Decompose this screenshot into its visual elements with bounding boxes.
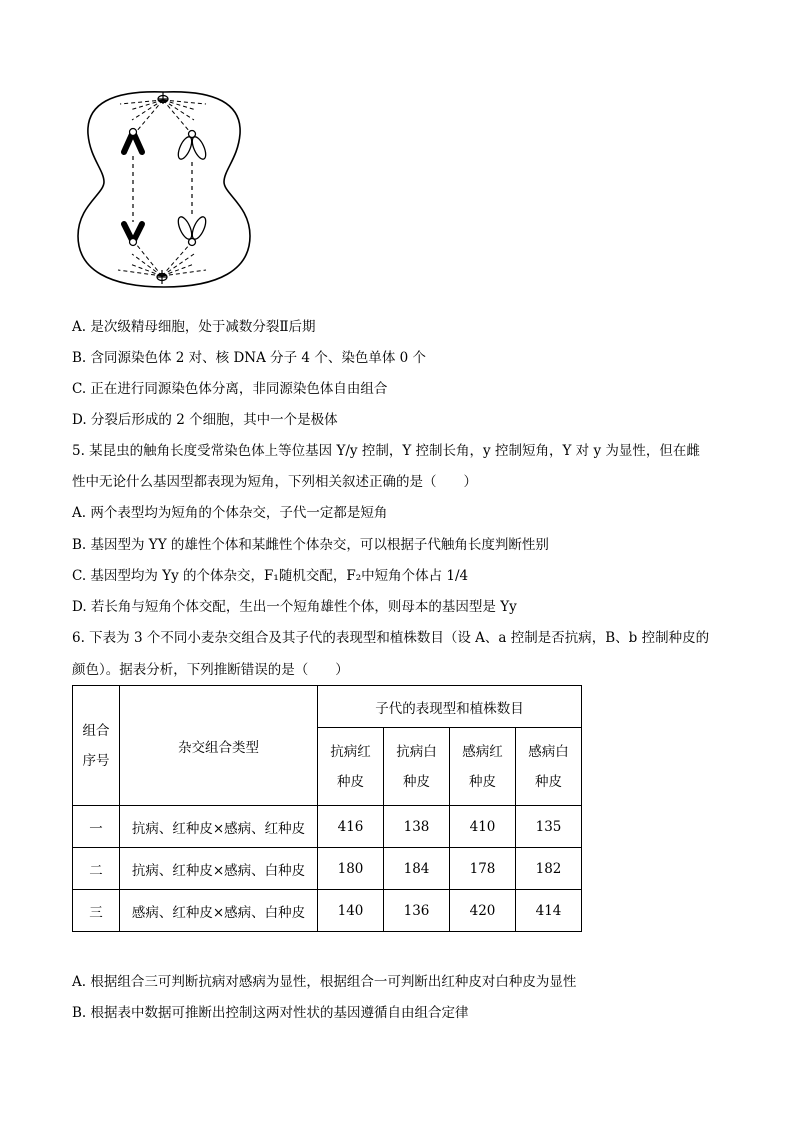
row-value: 180 — [318, 848, 384, 890]
header-offspring: 子代的表现型和植株数目 — [318, 686, 582, 728]
row-value: 178 — [450, 848, 516, 890]
header-resistant-white: 抗病白 种皮 — [384, 728, 450, 806]
q4-option-b: B. 含同源染色体 2 对、核 DNA 分子 4 个、染色单体 0 个 — [72, 350, 426, 366]
row-value: 416 — [318, 806, 384, 848]
header-cross-type: 杂交组合类型 — [120, 686, 318, 806]
row-id: 三 — [73, 890, 120, 932]
row-cross: 抗病、红种皮×感病、白种皮 — [120, 848, 318, 890]
row-value: 414 — [516, 890, 582, 932]
q6-stem-line1: 6. 下表为 3 个不同小麦杂交组合及其子代的表现型和植株数目（设 A、a 控制是否抗病，B、b 控制种皮的 — [72, 630, 710, 646]
q5-option-c: C. 基因型均为 Yy 的个体杂交，F₁随机交配，F₂中短角个体占 1/4 — [72, 568, 469, 584]
q5-stem-line1: 5. 某昆虫的触角长度受常染色体上等位基因 Y/y 控制，Y 控制长角，y 控制短角，Y 对 y 为显性，但在雌 — [72, 443, 700, 459]
black-chromosome-top-icon — [124, 129, 142, 153]
cell-membrane — [78, 92, 250, 287]
top-centriole-icon — [158, 92, 168, 104]
header-resistant-red: 抗病红 种皮 — [318, 728, 384, 806]
row-id: 一 — [73, 806, 120, 848]
header-group-id: 组合 序号 — [73, 686, 120, 806]
row-value: 136 — [384, 890, 450, 932]
q6-option-b: B. 根据表中数据可推断出控制这两对性状的基因遵循自由组合定律 — [72, 1005, 469, 1021]
q4-option-d: D. 分裂后形成的 2 个细胞，其中一个是极体 — [72, 412, 338, 428]
q4-option-a: A. 是次级精母细胞，处于减数分裂Ⅱ后期 — [72, 319, 316, 335]
header-susceptible-white: 感病白 种皮 — [516, 728, 582, 806]
q6-option-a: A. 根据组合三可判断抗病对感病为显性，根据组合一可判断出红种皮对白种皮为显性 — [72, 974, 577, 990]
q5-option-d: D. 若长角与短角个体交配，生出一个短角雄性个体，则母本的基因型是 Yy — [72, 599, 517, 615]
q4-option-c: C. 正在进行同源染色体分离，非同源染色体自由组合 — [72, 381, 388, 397]
cross-results-table — [72, 685, 582, 932]
q5-option-b: B. 基因型为 YY 的雄性个体和某雌性个体杂交，可以根据子代触角长度判断性别 — [72, 537, 549, 553]
bottom-centriole-icon — [157, 270, 167, 284]
row-cross: 抗病、红种皮×感病、红种皮 — [120, 806, 318, 848]
table-row — [73, 890, 582, 932]
row-cross: 感病、红种皮×感病、白种皮 — [120, 890, 318, 932]
table-row — [73, 848, 582, 890]
row-value: 182 — [516, 848, 582, 890]
cell-division-figure — [72, 82, 254, 292]
black-chromosome-bottom-icon — [124, 224, 142, 246]
white-chromosome-top-icon — [176, 131, 209, 161]
header-susceptible-red: 感病红 种皮 — [450, 728, 516, 806]
row-value: 184 — [384, 848, 450, 890]
row-value: 140 — [318, 890, 384, 932]
row-id: 二 — [73, 848, 120, 890]
row-value: 410 — [450, 806, 516, 848]
row-value: 138 — [384, 806, 450, 848]
table-row — [73, 806, 582, 848]
row-value: 135 — [516, 806, 582, 848]
q6-stem-line2: 颜色）。据表分析，下列推断错误的是（ ） — [72, 662, 349, 678]
q5-option-a: A. 两个表型均为短角的个体杂交，子代一定都是短角 — [72, 505, 388, 521]
row-value: 420 — [450, 890, 516, 932]
white-chromosome-bottom-icon — [176, 215, 209, 245]
q5-stem-line2: 性中无论什么基因型都表现为短角，下列相关叙述正确的是（ ） — [72, 474, 477, 490]
